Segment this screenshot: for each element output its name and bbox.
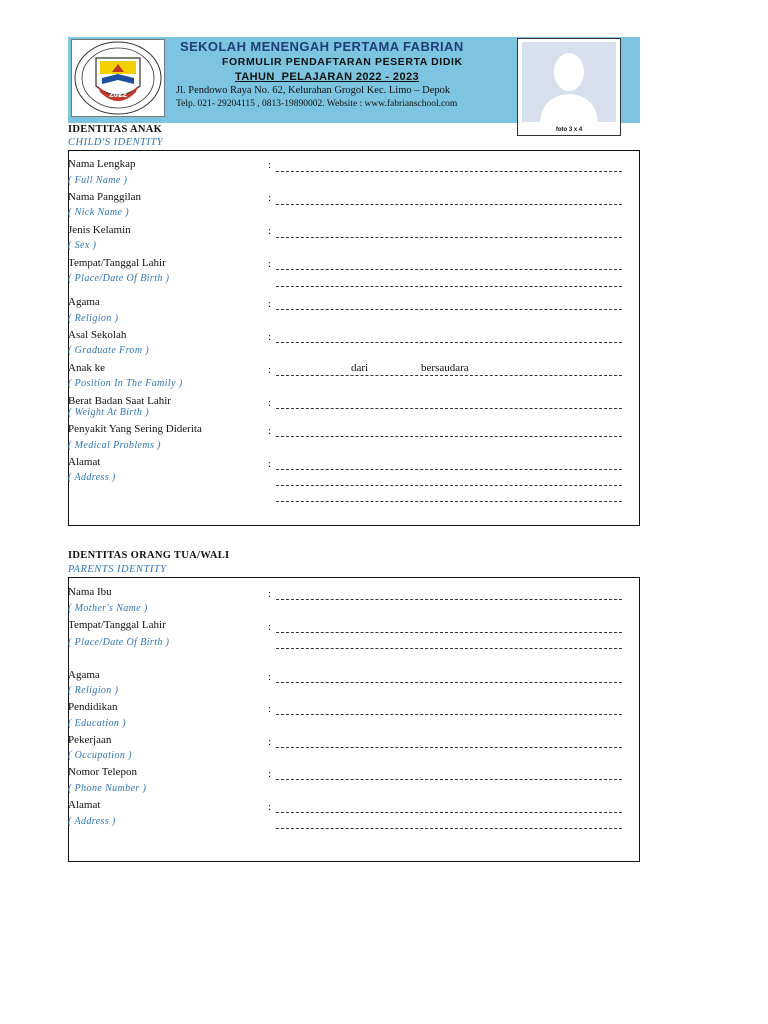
child-birth-field[interactable] bbox=[276, 269, 622, 270]
dari-label: dari bbox=[351, 362, 369, 374]
parent-education-field[interactable] bbox=[276, 714, 622, 715]
child-religion-label: Agama bbox=[68, 296, 100, 308]
child-section-title: IDENTITAS ANAK bbox=[68, 124, 163, 135]
academic-year: TAHUN PELAJARAN 2022 - 2023 bbox=[235, 71, 419, 83]
person-silhouette-icon bbox=[522, 42, 616, 122]
parent-occupation-field[interactable] bbox=[276, 747, 622, 748]
parent-birth-field[interactable] bbox=[276, 632, 622, 633]
child-previous-school-field[interactable] bbox=[276, 342, 622, 343]
parent-religion-label: Agama bbox=[68, 669, 100, 681]
parent-occupation-en: ( Occupation ) bbox=[68, 750, 132, 761]
child-section-subtitle: CHILD'S IDENTITY bbox=[68, 137, 164, 148]
mother-name-en: ( Mother's Name ) bbox=[68, 603, 148, 614]
school-logo bbox=[71, 39, 165, 117]
parent-education-label: Pendidikan bbox=[68, 701, 118, 713]
colon: : bbox=[268, 397, 272, 409]
colon: : bbox=[268, 736, 272, 748]
child-birth-label: Tempat/Tanggal Lahir bbox=[68, 257, 166, 269]
child-position-label: Anak ke bbox=[68, 362, 105, 374]
parent-address-field-line2[interactable] bbox=[276, 828, 622, 829]
parent-religion-en: ( Religion ) bbox=[68, 685, 119, 696]
colon: : bbox=[268, 621, 272, 633]
colon: : bbox=[268, 801, 272, 813]
child-sex-label: Jenis Kelamin bbox=[68, 224, 131, 236]
colon: : bbox=[268, 192, 272, 204]
photo-placeholder bbox=[522, 42, 616, 122]
child-religion-field[interactable] bbox=[276, 309, 622, 310]
bersaudara-label: bersaudara bbox=[421, 362, 469, 374]
school-contact: Telp. 021- 29204115 , 0813-19890002. Website : www.fabrianschool.com bbox=[176, 99, 458, 109]
child-sex-field[interactable] bbox=[276, 237, 622, 238]
parents-section-subtitle: PARENTS IDENTITY bbox=[68, 564, 167, 575]
child-previous-school-label: Asal Sekolah bbox=[68, 329, 127, 341]
child-address-en: ( Address ) bbox=[68, 472, 116, 483]
child-medical-en: ( Medical Problems ) bbox=[68, 440, 161, 451]
parent-address-field[interactable] bbox=[276, 812, 622, 813]
colon: : bbox=[268, 298, 272, 310]
child-weight-en: ( Weight At Birth ) bbox=[68, 407, 149, 418]
child-full-name-en: ( Full Name ) bbox=[68, 175, 128, 186]
child-full-name-field[interactable] bbox=[276, 171, 622, 172]
parent-occupation-label: Pekerjaan bbox=[68, 734, 112, 746]
colon: : bbox=[268, 159, 272, 171]
colon: : bbox=[268, 258, 272, 270]
mother-name-label: Nama Ibu bbox=[68, 586, 112, 598]
colon: : bbox=[268, 458, 272, 470]
child-birth-en: ( Place/Date Of Birth ) bbox=[68, 273, 170, 284]
parent-birth-field-line2[interactable] bbox=[276, 648, 622, 649]
child-medical-label: Penyakit Yang Sering Diderita bbox=[68, 423, 202, 435]
colon: : bbox=[268, 225, 272, 237]
logo-year: 2022 bbox=[109, 90, 127, 99]
parent-education-en: ( Education ) bbox=[68, 718, 126, 729]
child-address-field-line2[interactable] bbox=[276, 485, 622, 486]
photo-caption: foto 3 x 4 bbox=[555, 127, 583, 133]
crest-icon bbox=[72, 40, 164, 116]
child-weight-label: Berat Badan Saat Lahir bbox=[68, 395, 171, 407]
colon: : bbox=[268, 588, 272, 600]
child-weight-field[interactable] bbox=[276, 408, 622, 409]
colon: : bbox=[268, 364, 272, 376]
parent-religion-field[interactable] bbox=[276, 682, 622, 683]
parent-phone-en: ( Phone Number ) bbox=[68, 783, 147, 794]
child-position-en: ( Position In The Family ) bbox=[68, 378, 183, 389]
parent-phone-label: Nomor Telepon bbox=[68, 766, 137, 778]
child-full-name-label: Nama Lengkap bbox=[68, 158, 136, 170]
colon: : bbox=[268, 703, 272, 715]
child-nick-name-en: ( Nick Name ) bbox=[68, 207, 130, 218]
child-previous-school-en: ( Graduate From ) bbox=[68, 345, 150, 356]
parent-birth-label: Tempat/Tanggal Lahir bbox=[68, 619, 166, 631]
child-address-field-line3[interactable] bbox=[276, 501, 622, 502]
form-title: FORMULIR PENDAFTARAN PESERTA DIDIK bbox=[222, 56, 463, 68]
child-nick-name-label: Nama Panggilan bbox=[68, 191, 142, 203]
parent-phone-field[interactable] bbox=[276, 779, 622, 780]
parent-birth-en: ( Place/Date Of Birth ) bbox=[68, 637, 170, 648]
school-name: SEKOLAH MENENGAH PERTAMA FABRIAN bbox=[180, 39, 464, 54]
child-position-field[interactable] bbox=[276, 375, 622, 376]
child-religion-en: ( Religion ) bbox=[68, 313, 119, 324]
parent-address-en: ( Address ) bbox=[68, 816, 116, 827]
child-address-field[interactable] bbox=[276, 469, 622, 470]
child-address-label: Alamat bbox=[68, 456, 101, 468]
parent-address-label: Alamat bbox=[68, 799, 101, 811]
child-sex-en: ( Sex ) bbox=[68, 240, 97, 251]
colon: : bbox=[268, 425, 272, 437]
mother-name-field[interactable] bbox=[276, 599, 622, 600]
parents-section-title: IDENTITAS ORANG TUA/WALI bbox=[68, 550, 230, 561]
school-address: Jl. Pendowo Raya No. 62, Kelurahan Grogol Kec. Limo – Depok bbox=[176, 85, 451, 96]
child-nick-name-field[interactable] bbox=[276, 204, 622, 205]
photo-box[interactable] bbox=[517, 38, 621, 136]
child-birth-field-line2[interactable] bbox=[276, 286, 622, 287]
colon: : bbox=[268, 671, 272, 683]
colon: : bbox=[268, 331, 272, 343]
colon: : bbox=[268, 768, 272, 780]
child-medical-field[interactable] bbox=[276, 436, 622, 437]
